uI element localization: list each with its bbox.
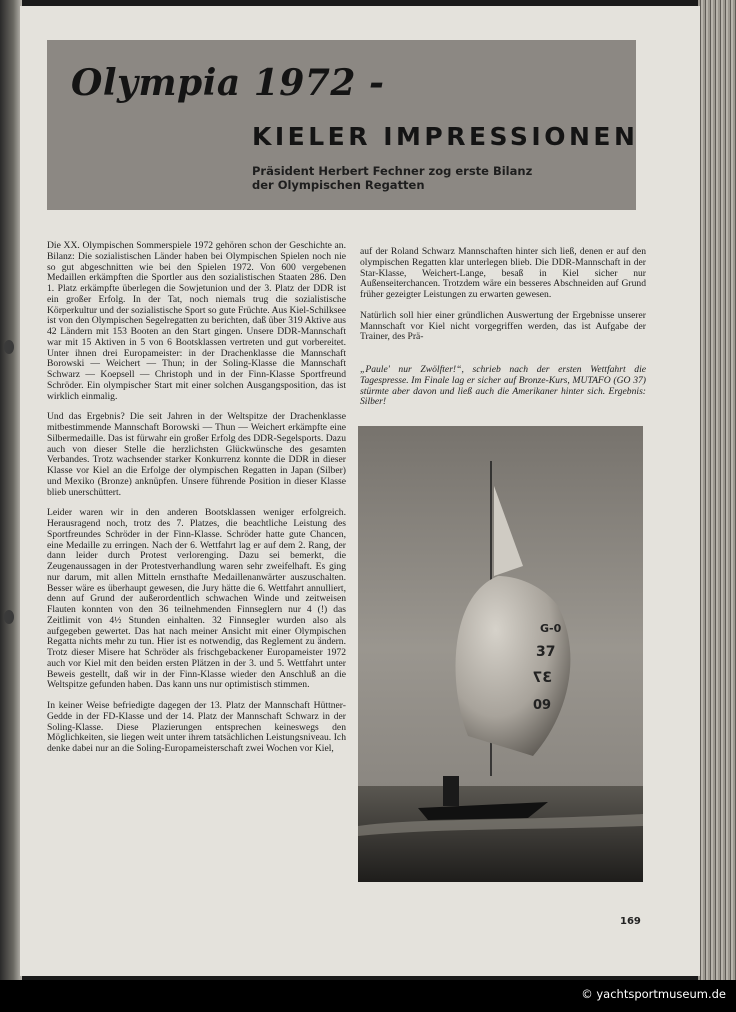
paragraph: Natürlich soll hier einer gründlichen Auswertung der Ergebnisse unserer Mannschaft vor Kiel nicht vorgegriffen werden, das ist Aufgabe der Trainer, des Prä- (360, 309, 646, 343)
page-edges (698, 0, 736, 980)
deck-line: der Olympischen Regatten (252, 178, 425, 192)
title-banner (47, 40, 639, 210)
deck-line: Präsident Herbert Fechner zog erste Bilanz (252, 164, 533, 178)
paragraph: In keiner Weise befriedigte dagegen der 13. Platz der Mannschaft Hüttner-Gedde in der FD-Klasse und der 14. Platz der Mannschaft Schwarz in der Soling-Klasse. Diese Plazierungen entsprechen keineswegs den Möglichkeiten, sie liegen weit unter ihrem tatsächlichen Leistungsniveau. Ich denke dabei nur an die Soling-Europameisterschaft zwei Wochen vor Kiel, (47, 700, 346, 754)
deck (252, 164, 592, 192)
right-side (360, 247, 646, 882)
sail-mark: 09 (533, 698, 552, 714)
right-column (360, 247, 646, 343)
paragraph: auf der Roland Schwarz Mannschaften hinter sich ließ, denen er auf den olympischen Regatten klar unterlegen blieb. Die DDR-Mannschaft in der Star-Klasse, Weichert-Lange, besaß in Kiel sicher nur Außenseiterchancen. Trotzdem wäre ein besseres Abschneiden auf Grund früher gezeigter Leistungen zu erwarten gewesen. (360, 246, 646, 300)
book-spine (0, 0, 22, 980)
headline: Olympia 1972 - (71, 62, 385, 104)
sailing-photo (358, 426, 643, 882)
sail-mark: 37 (536, 644, 556, 661)
sea (358, 786, 643, 882)
sail-mark: 37 (532, 670, 552, 687)
paragraph: Leider waren wir in den anderen Bootsklassen weniger erfolgreich. Herausragend noch, trotz des 7. Platzes, die beachtliche Leistung des Sportfreundes Schröder in der Finn-Klasse. Schröder hatte gute Chancen, eine Medaille zu erringen. Nach der 6. Wettfahrt lag er auf dem 2. Rang, der dann leider durch Protest verlorenging. Dazu sei bemerkt, die Zeugenaussagen in der Protestverhandlung waren sehr zweifelhaft. Es ging nur darum, mit allen Mitteln ernsthafte Medaillenanwärter auszuschalten. Besser wäre es überhaupt gewesen, die Jury hätte die 6. Wettfahrt annulliert, denn auf Grund der außerordentlich schwachen Winde und zeitweisen Flauten konnten von den 36 teilnehmenden Finnseglern nur 4 (!) das Zeitlimit von 4½ Stunden einhalten. 32 Finnsegler wurden also als aufgegeben gewertet. Das hat nach meiner Ansicht mit einer Olympischen Regatta nichts mehr zu tun. Hier ist es notwendig, das Reglement zu ändern. Trotz dieser Misere hat Schröder als frischgebackener Europameister 1972 auch vor Kiel mit den beiden ersten Plätzen in der 3. und 5. Wettfahrt unter Beweis gestellt, daß wir in der Finn-Klasse wieder den Anschluß an die Weltspitze gefunden haben. Das kann uns nur optimistisch stimmen. (47, 507, 346, 691)
binding-hole (4, 610, 14, 624)
photo-caption: „Paule' nur Zwölfter!“, schrieb nach der ersten Wettfahrt die Tagespresse. Im Finale lag er sicher auf Bronze-Kurs, MUTAFO (GO 37) stürmte aber davon und ließ auch die Amerikaner hinter sich. Ergebnis: Silber! (360, 364, 646, 408)
sail-mark: G-0 (540, 622, 562, 636)
watermark: © yachtsportmuseum.de (581, 987, 726, 1001)
headline-subtitle: KIELER IMPRESSIONEN (252, 122, 639, 151)
paragraph: Und das Ergebnis? Die seit Jahren in der Weltspitze der Drachenklasse mitbestimmende Mannschaft Borowski — Thun — Weichert erkämpfte eine Silbermedaille. Das ist fürwahr ein großer Erfolg des DDR-Segelsports. Dazu auch von dieser Stelle die herzlichsten Glückwünsche des gesamten Verbandes. Trotz wachsender starker Konkurrenz konnte die DDR in dieser Klasse vor Kiel an die Erfolge der olympischen Regatten in Japan (Silber) und Mexiko (Bronze) anknüpfen. Unsere führende Position in dieser Klasse blieb unerschüttert. (47, 411, 346, 498)
page-number: 169 (620, 916, 641, 927)
paragraph: Die XX. Olympischen Sommerspiele 1972 gehören schon der Geschichte an. Bilanz: Die sozialistischen Länder haben bei Olympischen Spielen noch nie so gut abgeschnitten wie bei den Spielen 1972. Von 600 vergebenen Medaillen erkämpften die Sportler aus den sozialistischen Staaten 286. Den 1. Platz erkämpfte überlegen die Sowjetunion und der 3. Platz der DDR ist ein großer Erfolg. In der Tat, noch niemals trug die sozialistische Körperkultur und der sozialistische Sport so gute Früchte. Aus Kiel-Schilksee ist von den Olympischen Segelregatten zu berichten, daß über 319 Aktive aus 42 Ländern mit 153 Booten an den Start gingen. Unsere DDR-Mannschaft war mit 15 Aktiven in 5 von 6 Bootsklassen vertreten und gut vorbereitet. Unter ihnen drei Europameister: in der Drachenklasse die Mannschaft Borowski — Weichert — Thun; in der Soling-Klasse die Mannschaft Schwarz — Koepsell — Christoph und in der Finn-Klasse Sportfreund Schröder. Ein olympischer Start mit einer solchen Ausgangsposition, das ist wirklich einmalig. (47, 240, 346, 402)
binding-hole (4, 340, 14, 354)
left-column (47, 241, 346, 765)
crew (443, 776, 459, 806)
